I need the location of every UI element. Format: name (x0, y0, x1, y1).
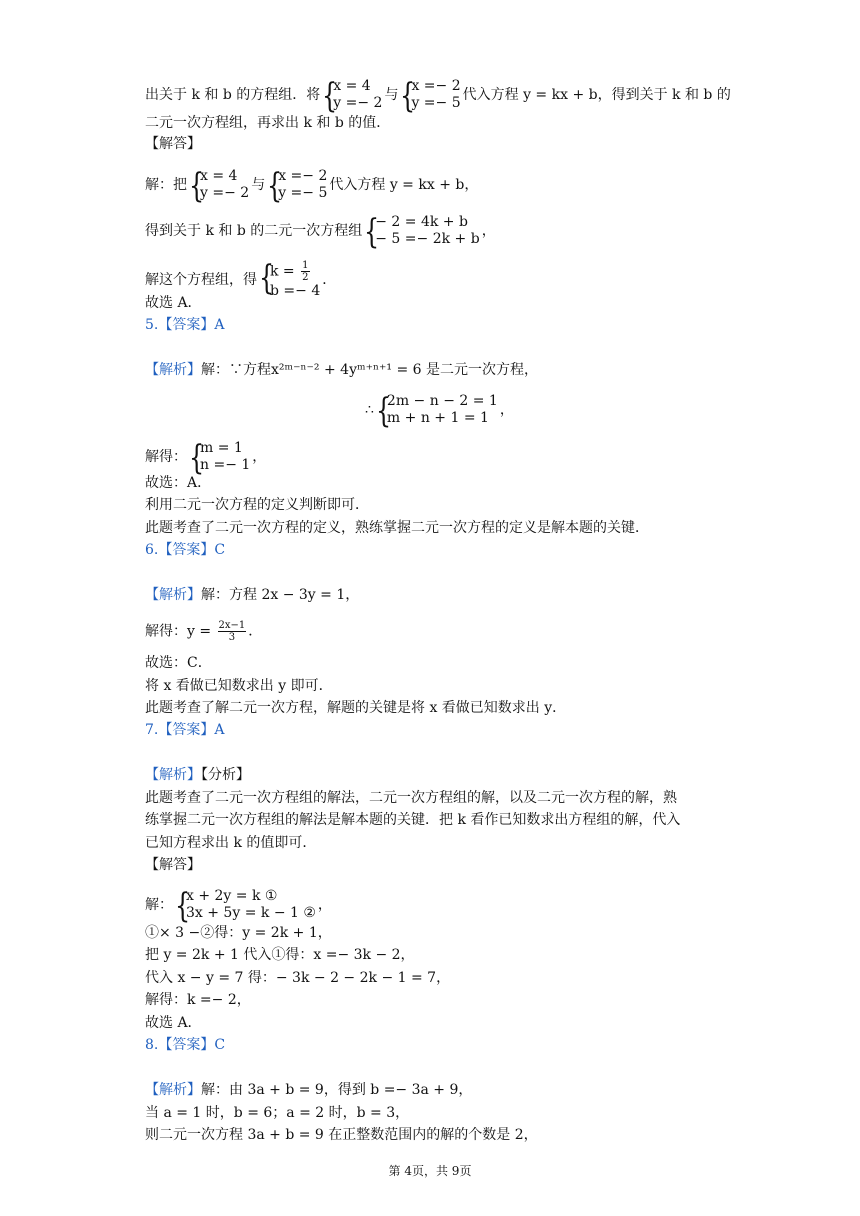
section-heading: 【解答】 (145, 857, 201, 873)
text-line: 当 a = 1 时，b = 6；a = 2 时，b = 3， (145, 1105, 410, 1121)
text-line: 【解析】【分析】 (145, 767, 250, 783)
text-line: 【解析】解：方程 2x − 3y = 1， (145, 587, 360, 603)
text-line: ①× 3 −②得：y = 2k + 1， (145, 925, 332, 941)
text-line: 出关于 k 和 b 的方程组．将 { x = 4 y =− 2 与 { x =− 2 y =− 5 代入方程 y = kx + b，得到关于 k 和 b 的 (145, 76, 731, 116)
page-footer: 第 4页，共 9页 (388, 1164, 472, 1178)
fraction: $\frac{2x-1}{3}$ (218, 620, 246, 643)
text-line: 把 y = 2k + 1 代入①得：x =− 3k − 2， (145, 947, 415, 963)
text-line: ∴ { 2m − n − 2 = 1 m + n + 1 = 1 ， (365, 391, 514, 431)
text-line: 解得： { m = 1 n =− 1 ， (145, 438, 267, 478)
equation-system: { 2m − n − 2 = 1 m + n + 1 = 1 (375, 391, 498, 431)
text-line: 【解析】解：由 3a + b = 9，得到 b =− 3a + 9， (145, 1082, 473, 1098)
text-line: 此题考查了解二元一次方程，解题的关键是将 x 看做已知数求出 y． (145, 700, 567, 716)
text-line: 二元一次方程组，再求出 k 和 b 的值． (145, 115, 391, 131)
text-line: 此题考查了二元一次方程组的解法，二元一次方程组的解，以及二元一次方程的解，熟 (145, 790, 677, 806)
text-line: 得到关于 k 和 b 的二元一次方程组 { − 2 = 4k + b − 5 =− 2k + b ， (145, 212, 496, 252)
equation-system: { x =− 2 y =− 5 (400, 76, 461, 116)
text-line: 此题考查了二元一次方程的定义，熟练掌握二元一次方程的定义是解本题的关键． (145, 520, 649, 536)
answer-heading: 5.【答案】A (145, 317, 225, 333)
text-line: 解得：k =− 2， (145, 992, 251, 1008)
equation-system: { x = 4 y =− 2 (189, 166, 250, 206)
text-line: 故选 A． (145, 1015, 202, 1031)
text-line: 利用二元一次方程的定义判断即可． (145, 497, 369, 513)
text: 出关于 k 和 b 的方程组．将 (145, 87, 321, 103)
text-line: 【解析】解：∵方程x²ᵐ⁻ⁿ⁻² + 4yᵐ⁺ⁿ⁺¹ = 6 是二元一次方程， (145, 362, 539, 378)
text-line: 解这个方程组，得 { k = $\frac{1}{2}$ b =− 4 ． (145, 258, 337, 299)
answer-heading: 6.【答案】C (145, 542, 226, 558)
text-line: 将 x 看做已知数求出 y 即可． (145, 678, 333, 694)
equation-system: { x = 4 y =− 2 (322, 76, 383, 116)
answer-heading: 8.【答案】C (145, 1037, 226, 1053)
text-line: 练掌握二元一次方程组的解法是解本题的关键．把 k 看作已知数求出方程组的解，代入 (145, 812, 681, 828)
equation-system: { m = 1 n =− 1 (189, 438, 251, 478)
equation-system: { x =− 2 y =− 5 (267, 166, 328, 206)
equation-system: { x + 2y = k ① 3x + 5y = k − 1 ② (175, 886, 316, 926)
answer-heading: 7.【答案】A (145, 722, 225, 738)
text-line: 代入 x − y = 7 得：− 3k − 2 − 2k − 1 = 7， (145, 970, 451, 986)
text-line: 解得：y = $\frac{2x-1}{3}$ ． (145, 620, 263, 643)
section-heading: 【解答】 (145, 136, 201, 152)
text-line: 故选：A． (145, 475, 212, 491)
text-line: 已知方程求出 k 的值即可． (145, 835, 317, 851)
text-line: 解： { x + 2y = k ① 3x + 5y = k − 1 ② ， (145, 886, 332, 926)
equation-system: { − 2 = 4k + b − 5 =− 2k + b (364, 212, 480, 252)
fraction: $\frac{1}{2}$ (302, 260, 309, 283)
equation-system: { k = $\frac{1}{2}$ b =− 4 (259, 258, 321, 299)
text-line: 故选：C． (145, 655, 212, 671)
text-line: 故选 A． (145, 295, 202, 311)
text-line: 则二元一次方程 3a + b = 9 在正整数范围内的解的个数是 2， (145, 1127, 538, 1143)
text-line: 解：把 { x = 4 y =− 2 与 { x =− 2 y =− 5 代入方程 y = kx + b， (145, 166, 479, 206)
